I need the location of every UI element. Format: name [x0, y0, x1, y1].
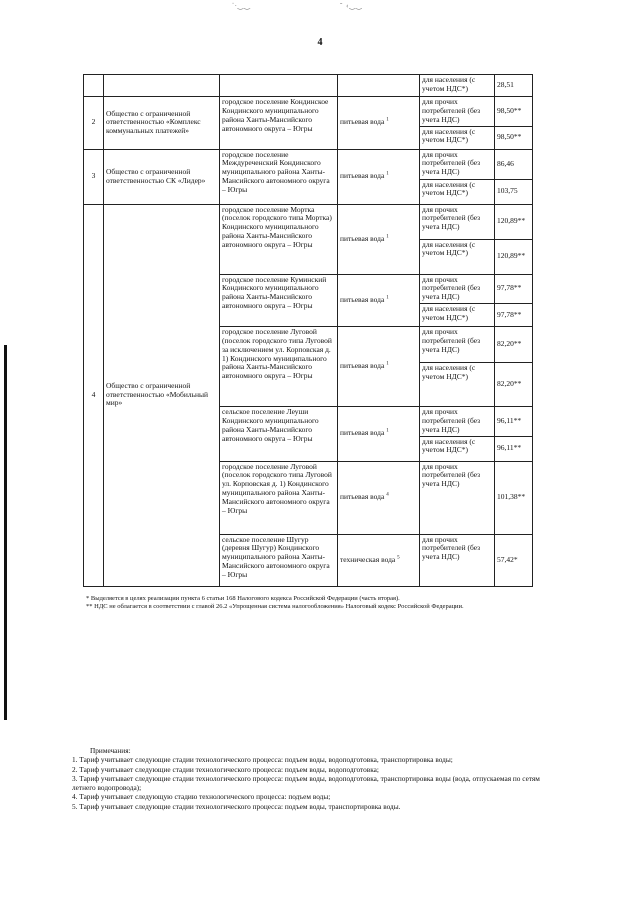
resource-cell — [338, 327, 420, 407]
consumer-category: для прочих потребителей (без учета НДС) — [420, 274, 495, 304]
resource-cell — [338, 75, 420, 97]
tariff-value: 96,11** — [495, 436, 533, 461]
table-row — [84, 75, 533, 97]
row-number: 3 — [84, 149, 104, 204]
tariff-value: 96,11** — [495, 407, 533, 437]
tariff-table — [83, 74, 533, 587]
page-number: 4 — [317, 37, 323, 48]
tariff-value: 82,20** — [495, 327, 533, 363]
tariff-value: 120,89** — [495, 204, 533, 239]
tariff-value: 28,51 — [495, 75, 533, 97]
consumer-category: для населения (с учетом НДС*) — [420, 179, 495, 204]
territory-cell: сельское поселение Леуши Кондинского муниципального района Ханты-Мансийского автономного округа – Югры — [220, 407, 338, 462]
consumer-category: для населения (с учетом НДС*) — [420, 436, 495, 461]
scan-mark-left: ᐝᐧ‿‿ — [232, 2, 251, 10]
note-item: 5. Тариф учитывает следующие стадии технологического процесса: подъем воды, транспортировка воды. — [72, 801, 401, 811]
row-number — [84, 75, 104, 97]
table-row — [84, 204, 533, 239]
resource-cell — [338, 534, 420, 586]
notes-section — [72, 746, 552, 811]
consumer-category: для прочих потребителей (без учета НДС) — [420, 461, 495, 534]
tariff-table-body — [84, 75, 533, 587]
territory-cell: городское поселение Куминский Кондинского муниципального района Ханты-Мансийского автономного округа – Югры — [220, 274, 338, 327]
tariff-value: 98,50** — [495, 126, 533, 149]
note-item: 2. Тариф учитывает следующие стадии технологического процесса: подъем воды, водоподготовка; — [72, 764, 379, 774]
tariff-value: 103,75 — [495, 179, 533, 204]
consumer-category: для прочих потребителей (без учета НДС) — [420, 534, 495, 586]
organization-name — [104, 75, 220, 97]
note-reference: 1 — [386, 361, 389, 367]
tariff-value: 97,78** — [495, 274, 533, 304]
organization-name: Общество с ограниченной ответственностью СК «Лидер» — [104, 149, 220, 204]
tariff-value: 101,38** — [495, 461, 533, 534]
note-reference: 4 — [386, 492, 389, 498]
consumer-category: для населения (с учетом НДС*) — [420, 75, 495, 97]
territory-cell: городское поселение Луговой (поселок городского типа Луговой ул. Корповская д. 1) Кондинского муниципального района Ханты-Мансийского автономного округа – Югры — [220, 461, 338, 534]
resource-label: питьевая вода — [340, 233, 385, 243]
consumer-category: для прочих потребителей (без учета НДС) — [420, 204, 495, 239]
scan-mark-right: ˇ ‹‿‿ — [340, 2, 363, 10]
consumer-category: для прочих потребителей (без учета НДС) — [420, 407, 495, 437]
organization-name: Общество с ограниченной ответственностью «Мобильный мир» — [104, 204, 220, 586]
tariff-value: 57,42* — [495, 534, 533, 586]
territory-cell: городское поселение Мортка (поселок городского типа Мортка) Кондинского муниципального района Ханты-Мансийского автономного округа – Югры — [220, 204, 338, 274]
resource-cell — [338, 461, 420, 534]
consumer-category: для населения (с учетом НДС*) — [420, 239, 495, 274]
territory-cell: сельское поселение Шугур (деревня Шугур) Кондинского муниципального района Ханты-Мансийского автономного округа – Югры — [220, 534, 338, 586]
resource-label: питьевая вода — [340, 428, 385, 438]
scan-edge-bar — [4, 345, 7, 720]
note-item: 4. Тариф учитывает следующую стадию технологического процесса: подъем воды; — [72, 792, 331, 802]
note-reference: 1 — [386, 117, 389, 123]
tariff-value: 120,89** — [495, 239, 533, 274]
row-number: 2 — [84, 97, 104, 150]
note-item: 1. Тариф учитывает следующие стадии технологического процесса: подъем воды, водоподготовка, транспортировка воды; — [72, 755, 453, 765]
footnote-vat: * Выделяется в целях реализации пункта 6 статьи 168 Налогового кодекса Российской Федерации (часть вторая). — [86, 595, 400, 602]
resource-label: питьевая вода — [340, 171, 385, 181]
resource-label: техническая вода — [340, 554, 396, 564]
consumer-category: для прочих потребителей (без учета НДС) — [420, 97, 495, 127]
note-item: 3. Тариф учитывает следующие стадии технологического процесса: подъем воды, водоподготовка, транспортировка воды (вода, отпускаемая по сетям летнего водопровода); — [72, 773, 540, 793]
resource-label: питьевая вода — [340, 361, 385, 371]
resource-cell — [338, 97, 420, 150]
note-reference: 1 — [386, 295, 389, 301]
row-number: 4 — [84, 204, 104, 586]
consumer-category: для прочих потребителей (без учета НДС) — [420, 327, 495, 363]
consumer-category: для населения (с учетом НДС*) — [420, 304, 495, 327]
territory-cell: городское поселение Луговой (поселок городского типа Луговой за исключением ул. Корповская д. 1) Кондинского муниципального района Ханты-Мансийского автономного округа – Югры — [220, 327, 338, 407]
organization-name: Общество с ограниченной ответственностью «Комплекс коммунальных платежей» — [104, 97, 220, 150]
resource-label: питьевая вода — [340, 492, 385, 502]
resource-cell — [338, 149, 420, 204]
territory-cell: городское поселение Междуреченский Кондинского муниципального района Ханты-Мансийского автономного округа – Югры — [220, 149, 338, 204]
consumer-category: для прочих потребителей (без учета НДС) — [420, 149, 495, 179]
resource-cell — [338, 204, 420, 274]
note-reference: 1 — [386, 234, 389, 240]
tariff-value: 86,46 — [495, 149, 533, 179]
resource-label: питьевая вода — [340, 294, 385, 304]
territory-cell: городское поселение Кондинское Кондинского муниципального района Ханты-Мансийского автономного округа – Югры — [220, 97, 338, 150]
tariff-value: 98,50** — [495, 97, 533, 127]
table-row — [84, 149, 533, 179]
consumer-category: для населения (с учетом НДС*) — [420, 126, 495, 149]
footnotes — [86, 595, 546, 611]
footnote-no-vat: ** НДС не облагается в соответствии с главой 26.2 «Упрощенная система налогообложения» Налоговый кодекс Российской Федерации. — [86, 603, 464, 611]
note-reference: 1 — [386, 171, 389, 177]
resource-cell — [338, 407, 420, 462]
territory-cell — [220, 75, 338, 97]
resource-cell — [338, 274, 420, 327]
consumer-category: для населения (с учетом НДС*) — [420, 363, 495, 407]
resource-label: питьевая вода — [340, 117, 385, 127]
tariff-value: 97,78** — [495, 304, 533, 327]
table-row — [84, 97, 533, 127]
tariff-value: 82,20** — [495, 363, 533, 407]
note-reference: 1 — [386, 428, 389, 434]
note-reference: 5 — [397, 555, 400, 561]
notes-title: Примечания: — [90, 746, 131, 755]
